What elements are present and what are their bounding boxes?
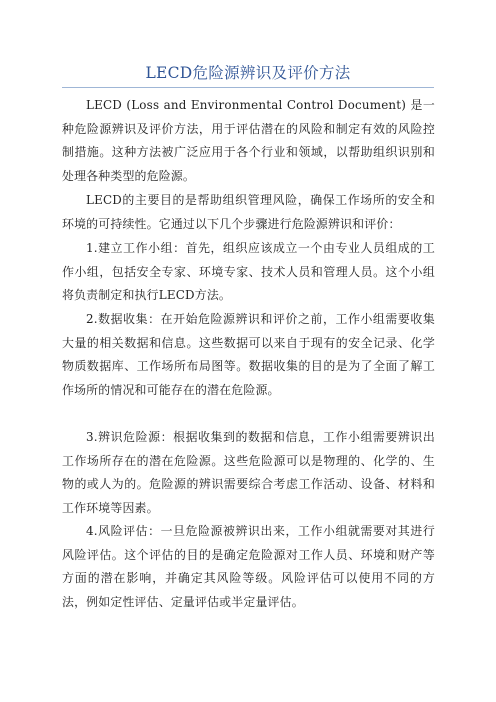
paragraph-purpose: LECD的主要目的是帮助组织管理风险，确保工作场所的安全和环境的可持续性。它通过以下几个步骤进行危险源辨识和评价： <box>62 193 435 231</box>
page-title: LECD危险源辨识及评价方法 <box>145 64 351 82</box>
paragraph-intro: LECD (Loss and Environmental Control Document) 是一种危险源辨识及评价方法，用于评估潜在的风险和制定有效的风险控制措施。这种方法被广泛应用于各个行业和领域，以帮助组织识别和处理各种类型的危险源。 <box>62 98 435 183</box>
paragraph-step-4: 4.风险评估：一旦危险源被辨识出来，工作小组就需要对其进行风险评估。这个评估的目的是确定危险源对工作人员、环境和财产等方面的潜在影响，并确定其风险等级。风险评估可以使用不同的方法，例如定性评估、定量评估或半定量评估。 <box>62 524 435 609</box>
paragraph-step-3: 3.辨识危险源：根据收集到的数据和信息，工作小组需要辨识出工作场所存在的潜在危险源。这些危险源可以是物理的、化学的、生物的或人为的。危险源的辨识需要综合考虑工作活动、设备、材料和工作环境等因素。 <box>62 430 435 515</box>
title-divider <box>62 87 434 88</box>
paragraph-step-2: 2.数据收集：在开始危险源辨识和评价之前，工作小组需要收集大量的相关数据和信息。这些数据可以来自于现有的安全记录、化学物质数据库、工作场所布局图等。数据收集的目的是为了全面了解工作场所的情况和可能存在的潜在危险源。 <box>62 312 435 397</box>
paragraph-step-1: 1.建立工作小组：首先，组织应该成立一个由专业人员组成的工作小组，包括安全专家、环境专家、技术人员和管理人员。这个小组将负责制定和执行LECD方法。 <box>62 241 435 303</box>
